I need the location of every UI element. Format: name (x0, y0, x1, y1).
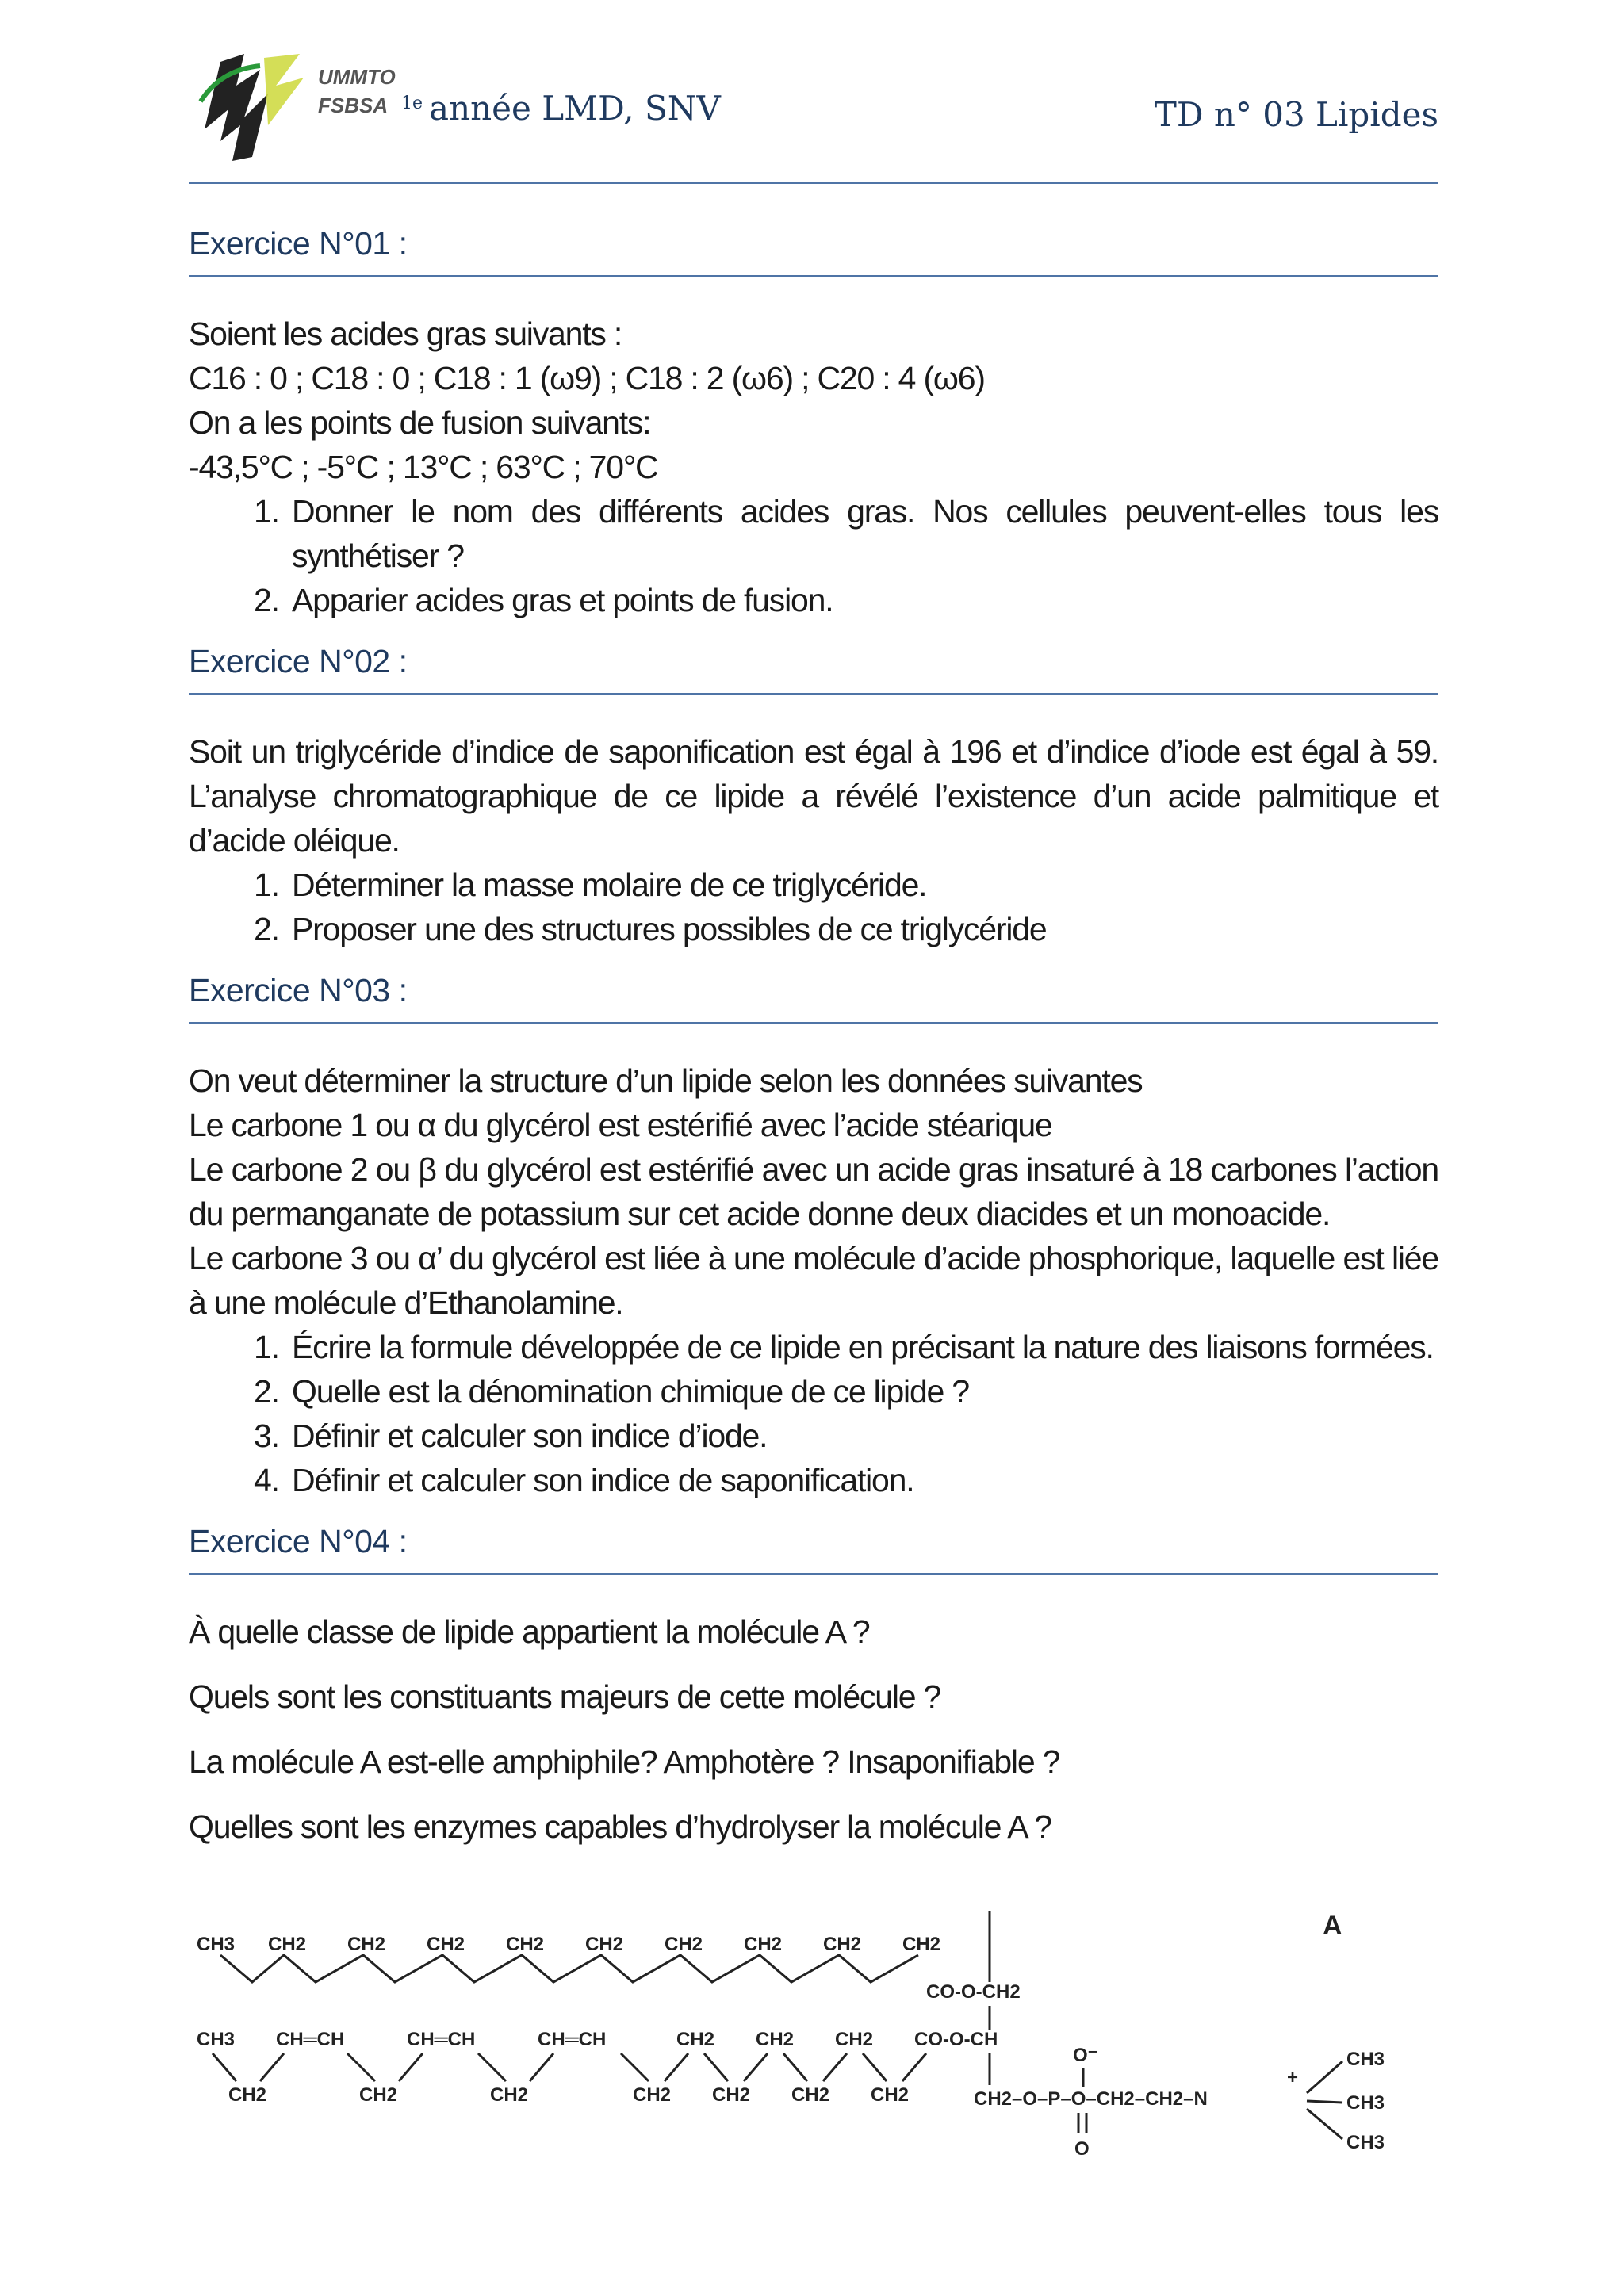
ex4-question: La molécule A est-elle amphiphile? Amphotère ? Insaponifiable ? (189, 1743, 1060, 1780)
ex2-question-list (189, 863, 1438, 951)
double-bond: CH═CH (407, 2029, 476, 2050)
double-bond: CH═CH (276, 2029, 345, 2050)
ex3-line: On veut déterminer la structure d’un lipide selon les données suivantes (189, 1062, 1143, 1099)
exercise-3-title: Exercice N°03 : (189, 972, 1438, 1024)
ex3-question: 1. Écrire la formule développée de ce lipide en précisant la nature des liaisons formées. (287, 1325, 1438, 1369)
bottom-ch2: CH2 (756, 2029, 795, 2050)
choline-ch3-bottom: CH3 (1346, 2132, 1385, 2153)
top-ch2: CH2 (744, 1934, 783, 1955)
choline-ch3-mid: CH3 (1346, 2092, 1385, 2114)
bottom-ch2: CH2 (871, 2084, 910, 2106)
exercise-2-title: Exercice N°02 : (189, 643, 1438, 695)
logo-text-ummto: UMMTO (318, 65, 396, 89)
phosphate-chain: CH2–O–P–O–CH2–CH2–N (974, 2088, 1208, 2110)
molecule-label: A (1323, 1911, 1342, 1941)
top-ester: CO-O-CH2 (926, 1981, 1021, 2003)
ex4-question: Quelles sont les enzymes capables d’hydrolyser la molécule A ? (189, 1808, 1051, 1845)
nitrogen-charge: + (1287, 2067, 1299, 2088)
ex2-question: 1. Déterminer la masse molaire de ce triglycéride. (287, 863, 1438, 907)
exercise-3-body (189, 1024, 1438, 1502)
ex2-paragraph: Soit un triglycéride d’indice de saponification est égal à 196 et d’indice d’iode est égal à 59. L’analyse chromatographique de ce lipide a révélé l’existence d’un acide palmitique et d’acide oléique. (189, 733, 1438, 859)
top-ch2: CH2 (347, 1934, 386, 1955)
ex3-line: Le carbone 3 ou α’ du glycérol est liée à une molécule d’acide phosphorique, laquelle est liée à une molécule d’Ethanolamine. (189, 1240, 1438, 1321)
ex3-question: 3. Définir et calculer son indice d’iode. (287, 1414, 1438, 1458)
top-chain (197, 1911, 1021, 2030)
bottom-ch2: CH2 (228, 2084, 267, 2106)
bottom-ch2: CH2 (359, 2084, 398, 2106)
top-ch2: CH2 (902, 1934, 941, 1955)
ex3-question-list (189, 1325, 1438, 1502)
bottom-ch2: CH2 (633, 2084, 672, 2106)
choline-ch3-top: CH3 (1346, 2049, 1385, 2070)
phosphate-o-minus: O⁻ (1073, 2045, 1098, 2066)
double-bond: CH═CH (538, 2029, 607, 2050)
bottom-ester: CO-O-CH (914, 2029, 998, 2050)
ex4-question: Quels sont les constituants majeurs de cette molécule ? (189, 1678, 941, 1715)
top-ch3: CH3 (197, 1934, 236, 1955)
exercise-2-body (189, 695, 1438, 951)
ex3-line: Le carbone 1 ou α du glycérol est estérifié avec l’acide stéarique (189, 1107, 1052, 1143)
header-course-label: année LMD, SNV (429, 89, 721, 128)
ex1-line: On a les points de fusion suivants: (189, 404, 651, 441)
top-ch2: CH2 (268, 1934, 307, 1955)
ex1-line: Soient les acides gras suivants : (189, 316, 622, 352)
logo-text-fsbsa: FSBSA (318, 94, 389, 117)
exercise-1-body (189, 277, 1438, 622)
exercise-4-body (189, 1575, 1438, 1849)
top-ch2: CH2 (585, 1934, 624, 1955)
bottom-ch2: CH2 (490, 2084, 529, 2106)
top-ch2: CH2 (823, 1934, 862, 1955)
ex4-question: À quelle classe de lipide appartient la molécule A ? (189, 1613, 870, 1650)
molecule-a-structure (189, 1903, 1438, 2164)
top-ch2: CH2 (506, 1934, 545, 1955)
bottom-chain (197, 2029, 1385, 2160)
ex1-question: 2. Apparier acides gras et points de fusion. (287, 578, 1438, 622)
header-td-title: TD n° 03 Lipides (1154, 95, 1438, 134)
exercise-4-title: Exercice N°04 : (189, 1523, 1438, 1575)
page-header (189, 32, 1438, 184)
header-course (401, 89, 721, 128)
exercise-1-title: Exercice N°01 : (189, 225, 1438, 277)
bottom-ch2: CH2 (712, 2084, 751, 2106)
ex3-question: 2. Quelle est la dénomination chimique de ce lipide ? (287, 1369, 1438, 1414)
ex1-line: -43,5°C ; -5°C ; 13°C ; 63°C ; 70°C (189, 449, 658, 485)
ex3-line: Le carbone 2 ou β du glycérol est estérifié avec un acide gras insaturé à 18 carbones l’action du permanganate de potassium sur cet acide donne deux diacides et un monoacide. (189, 1151, 1438, 1232)
bottom-ch2: CH2 (791, 2084, 830, 2106)
ex2-question: 2. Proposer une des structures possibles de ce triglycéride (287, 907, 1438, 951)
top-ch2: CH2 (665, 1934, 703, 1955)
ex3-question: 4. Définir et calculer son indice de saponification. (287, 1458, 1438, 1502)
year-superscript: 1e (401, 94, 423, 113)
ex1-question: 1. Donner le nom des différents acides gras. Nos cellules peuvent-elles tous les synthétiser ? (287, 489, 1438, 578)
top-ch2: CH2 (427, 1934, 465, 1955)
bottom-ch2: CH2 (835, 2029, 874, 2050)
document-content (189, 184, 1438, 1869)
bottom-ch3: CH3 (197, 2029, 236, 2050)
phosphate-o-bottom: O (1074, 2138, 1090, 2160)
bottom-ch2: CH2 (676, 2029, 715, 2050)
ex1-line: C16 : 0 ; C18 : 0 ; C18 : 1 (ω9) ; C18 : 2 (ω6) ; C20 : 4 (ω6) (189, 360, 985, 396)
ex1-question-list (189, 489, 1438, 622)
